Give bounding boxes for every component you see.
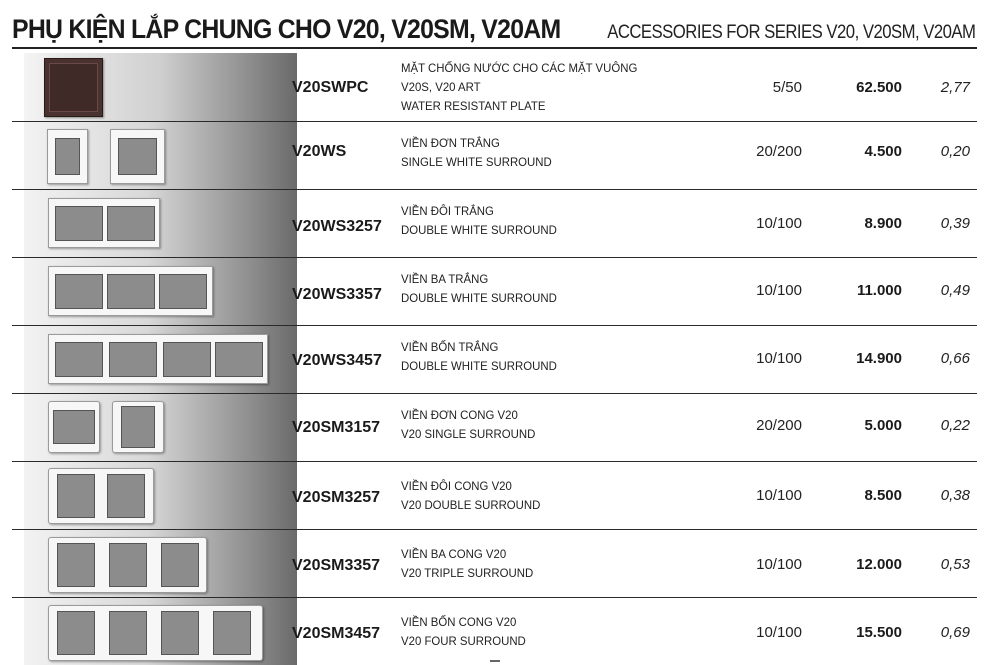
description-line: DOUBLE WHITE SURROUND	[401, 223, 557, 237]
description-line: MẶT CHỐNG NƯỚC CHO CÁC MẶT VUÔNG	[401, 61, 638, 75]
product-image-single-curved-surround	[24, 394, 297, 461]
pack-quantity: 10/100	[756, 487, 802, 504]
price-vnd: 12.000	[856, 556, 902, 573]
product-image-double-curved-surround	[24, 462, 297, 529]
price-vnd: 4.500	[864, 143, 902, 160]
table-row	[12, 326, 977, 394]
pack-quantity: 10/100	[756, 624, 802, 641]
description-line: V20S, V20 ART	[401, 80, 481, 94]
price-usd: 0,22	[940, 417, 970, 434]
price-vnd: 11.000	[856, 282, 902, 299]
product-code: V20SM3157	[292, 419, 381, 436]
price-vnd: 62.500	[856, 79, 902, 96]
price-vnd: 15.500	[856, 624, 902, 641]
product-description	[401, 477, 540, 515]
product-image-water-resistant-plate	[24, 53, 297, 121]
price-vnd: 14.900	[856, 350, 902, 367]
description-line: DOUBLE WHITE SURROUND	[401, 291, 557, 305]
page-header	[0, 0, 989, 50]
product-code: V20SM3257	[292, 489, 381, 506]
description-line: V20 DOUBLE SURROUND	[401, 498, 541, 512]
description-line: SINGLE WHITE SURROUND	[401, 155, 552, 169]
product-description	[401, 59, 637, 116]
product-code: V20SWPC	[292, 79, 369, 96]
description-line: WATER RESISTANT PLATE	[401, 99, 546, 113]
product-code: V20WS3357	[292, 286, 382, 303]
product-image-triple-curved-surround	[24, 530, 297, 597]
description-line: V20 TRIPLE SURROUND	[401, 566, 534, 580]
description-line: VIỀN ĐÔI TRẮNG	[401, 204, 494, 218]
price-usd: 0,39	[940, 215, 970, 232]
table-row	[12, 530, 977, 598]
product-image-quad-curved-surround	[24, 598, 297, 665]
product-code: V20SM3457	[292, 625, 381, 642]
pack-quantity: 5/50	[772, 79, 802, 96]
description-line: VIỀN BỐN TRẮNG	[401, 340, 499, 354]
page-title: PHỤ KIỆN LẮP CHUNG CHO V20, V20SM, V20AM	[12, 14, 561, 44]
table-row	[12, 462, 977, 530]
pack-quantity: 10/100	[756, 215, 802, 232]
product-description	[401, 202, 557, 240]
table-row	[12, 53, 977, 122]
pack-quantity: 10/100	[756, 556, 802, 573]
price-usd: 0,49	[940, 282, 970, 299]
pack-quantity: 10/100	[756, 350, 802, 367]
description-line: VIỀN BA CONG V20	[401, 547, 507, 561]
table-row	[12, 122, 977, 190]
price-usd: 2,77	[940, 79, 970, 96]
product-code: V20SM3357	[292, 557, 381, 574]
description-line: VIỀN ĐƠN TRẮNG	[401, 136, 500, 150]
pack-quantity: 20/200	[756, 143, 802, 160]
description-line: V20 SINGLE SURROUND	[401, 427, 536, 441]
price-vnd: 8.500	[864, 487, 902, 504]
product-image-double-white-surround	[24, 190, 297, 257]
product-image-quad-white-surround	[24, 326, 297, 393]
price-usd: 0,53	[940, 556, 970, 573]
price-vnd: 5.000	[864, 417, 902, 434]
price-usd: 0,66	[940, 350, 970, 367]
price-usd: 0,38	[940, 487, 970, 504]
product-table	[12, 53, 977, 665]
table-row	[12, 598, 977, 665]
table-row	[12, 190, 977, 258]
price-vnd: 8.900	[864, 215, 902, 232]
product-description	[401, 134, 552, 172]
description-line: VIỀN BỐN CONG V20	[401, 615, 517, 629]
product-description	[401, 613, 526, 651]
description-line: VIỀN BA TRẮNG	[401, 272, 489, 286]
product-description	[401, 338, 557, 376]
price-usd: 0,69	[940, 624, 970, 641]
pack-quantity: 10/100	[756, 282, 802, 299]
product-description	[401, 270, 557, 308]
product-image-triple-white-surround	[24, 258, 297, 325]
price-usd: 0,20	[940, 143, 970, 160]
table-row	[12, 394, 977, 462]
product-description	[401, 406, 535, 444]
description-line: DOUBLE WHITE SURROUND	[401, 359, 557, 373]
description-line: VIỀN ĐÔI CONG V20	[401, 479, 512, 493]
page-marker	[490, 660, 500, 662]
header-divider	[12, 47, 977, 49]
description-line: VIỀN ĐƠN CONG V20	[401, 408, 518, 422]
description-line: V20 FOUR SURROUND	[401, 634, 526, 648]
product-code: V20WS3457	[292, 352, 382, 369]
product-code: V20WS3257	[292, 218, 382, 235]
product-image-single-white-surround	[24, 122, 297, 189]
product-code: V20WS	[292, 143, 347, 160]
pack-quantity: 20/200	[756, 417, 802, 434]
page-subtitle: ACCESSORIES FOR SERIES V20, V20SM, V20AM	[606, 22, 975, 43]
product-description	[401, 545, 533, 583]
table-row	[12, 258, 977, 326]
